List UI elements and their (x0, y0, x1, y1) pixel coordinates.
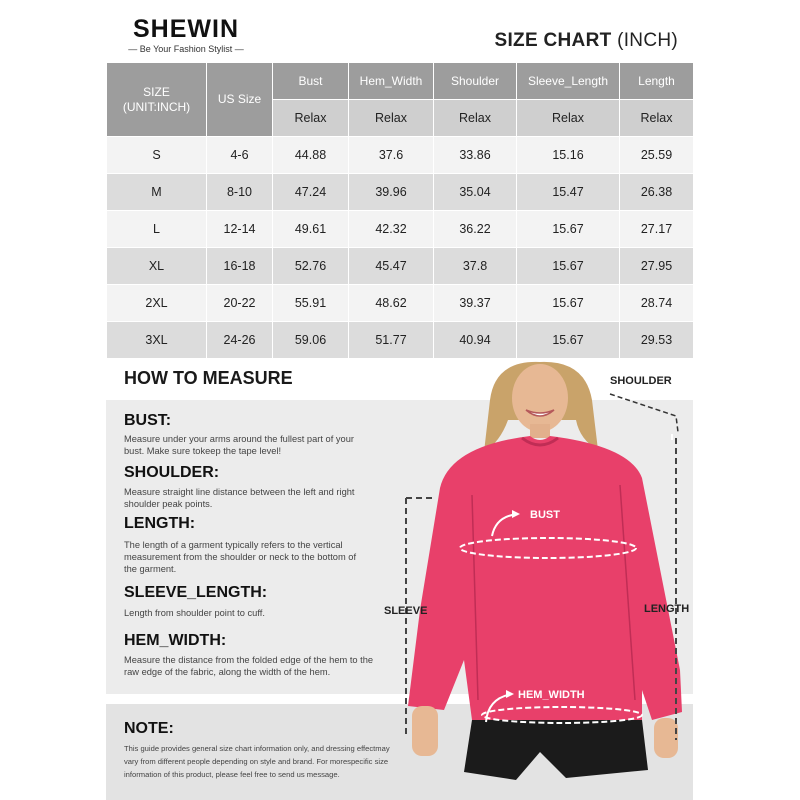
size-cell: XL (107, 248, 207, 285)
measurement-cell: 15.16 (517, 137, 620, 174)
brand-tagline: — Be Your Fashion Stylist — (128, 44, 244, 54)
measurement-cell: 33.86 (434, 137, 517, 174)
column-header: Shoulder (434, 63, 517, 100)
measurement-cell: 15.67 (517, 211, 620, 248)
how-to-measure-title: HOW TO MEASURE (124, 368, 293, 388)
table-row (107, 322, 694, 359)
chart-title-main: SIZE CHART (494, 30, 612, 51)
table-row (107, 285, 694, 322)
us-size-cell: 20-22 (207, 285, 273, 322)
size-cell: L (107, 211, 207, 248)
note-text: This guide provides general size chart information only, and dressing effectmay vary from different people depending on style and brand. For morespecific size information of this product, please feel free to send us message. (124, 744, 390, 779)
measurement-cell: 28.74 (620, 285, 694, 322)
fit-cell: Relax (349, 100, 434, 137)
size-table (106, 62, 694, 359)
measurement-cell: 39.37 (434, 285, 517, 322)
column-header: Length (620, 63, 694, 100)
size-cell: 2XL (107, 285, 207, 322)
shoulder-heading: SHOULDER: (124, 464, 220, 481)
fit-cell: Relax (517, 100, 620, 137)
note-heading: NOTE: (124, 720, 174, 737)
table-row (107, 137, 694, 174)
measurement-cell: 15.47 (517, 174, 620, 211)
size-header-cell (107, 63, 207, 137)
bust-text: Measure under your arms around the fullest part of your bust. Make sure tokeep the tape level! (124, 434, 354, 456)
hem-width-label: HEM_WIDTH (518, 689, 585, 701)
measurement-cell: 39.96 (349, 174, 434, 211)
right-hand (654, 718, 678, 758)
fit-cell: Relax (620, 100, 694, 137)
measurement-cell: 51.77 (349, 322, 434, 359)
column-header: Sleeve_Length (517, 63, 620, 100)
measurement-cell: 27.17 (620, 211, 694, 248)
table-row (107, 248, 694, 285)
measurement-cell: 26.38 (620, 174, 694, 211)
column-header: Bust (273, 63, 349, 100)
measurement-cell: 55.91 (273, 285, 349, 322)
unit-header: (UNIT:INCH) (122, 99, 191, 114)
left-hand (412, 706, 438, 756)
hem-width-heading: HEM_WIDTH: (124, 632, 227, 649)
measurement-cell: 27.95 (620, 248, 694, 285)
measurement-cell: 47.24 (273, 174, 349, 211)
bust-label: BUST (530, 509, 560, 521)
measurement-cell: 45.47 (349, 248, 434, 285)
fit-cell: Relax (273, 100, 349, 137)
measurement-cell: 59.06 (273, 322, 349, 359)
measurement-cell: 42.32 (349, 211, 434, 248)
face (512, 364, 568, 432)
us-size-cell: 12-14 (207, 211, 273, 248)
length-label: LENGTH (644, 603, 690, 615)
us-size-cell: 4-6 (207, 137, 273, 174)
measurement-cell: 25.59 (620, 137, 694, 174)
brand-name: SHEWIN (133, 15, 239, 43)
fit-cell: Relax (434, 100, 517, 137)
measurement-cell: 29.53 (620, 322, 694, 359)
measurement-cell: 40.94 (434, 322, 517, 359)
brand-logo (124, 14, 248, 54)
table-row (107, 211, 694, 248)
chart-title-unit: (INCH) (617, 30, 678, 51)
measurement-cell: 36.22 (434, 211, 517, 248)
shorts (464, 720, 648, 780)
measurement-cell: 49.61 (273, 211, 349, 248)
sleeve-length-heading: SLEEVE_LENGTH: (124, 584, 268, 601)
length-text: The length of a garment typically refers to the vertical measurement from the shoulder or neck to the bottom of the garment. (124, 540, 357, 574)
us-size-cell: 16-18 (207, 248, 273, 285)
measurement-cell: 48.62 (349, 285, 434, 322)
column-header: Hem_Width (349, 63, 434, 100)
us-size-cell: 24-26 (207, 322, 273, 359)
measurement-cell: 52.76 (273, 248, 349, 285)
sleeve-length-text: Length from shoulder point to cuff. (124, 608, 265, 618)
shoulder-guide (610, 394, 678, 432)
measurement-cell: 37.8 (434, 248, 517, 285)
shoulder-text: Measure straight line distance between the left and right shoulder peak points. (124, 487, 355, 509)
table-header-row (107, 63, 694, 100)
size-cell: M (107, 174, 207, 211)
measurement-cell: 35.04 (434, 174, 517, 211)
measurement-cell: 44.88 (273, 137, 349, 174)
measurement-cell: 15.67 (517, 285, 620, 322)
table-row (107, 174, 694, 211)
sweatshirt-illustration (380, 360, 700, 800)
size-cell: 3XL (107, 322, 207, 359)
hem-width-text: Measure the distance from the folded edge of the hem to the raw edge of the fabric, along the width of the hem. (124, 655, 374, 677)
us-size-header: US Size (207, 63, 273, 137)
length-heading: LENGTH: (124, 515, 196, 532)
measurement-cell: 15.67 (517, 322, 620, 359)
neck (530, 424, 550, 438)
sleeve-label: SLEEVE (384, 605, 428, 617)
chart-title (495, 30, 679, 52)
measurement-cell: 15.67 (517, 248, 620, 285)
size-cell: S (107, 137, 207, 174)
size-header: SIZE (143, 84, 170, 99)
bust-heading: BUST: (124, 412, 172, 429)
us-size-cell: 8-10 (207, 174, 273, 211)
measurement-cell: 37.6 (349, 137, 434, 174)
sweatshirt-body (408, 436, 682, 720)
shoulder-label: SHOULDER (610, 375, 672, 387)
